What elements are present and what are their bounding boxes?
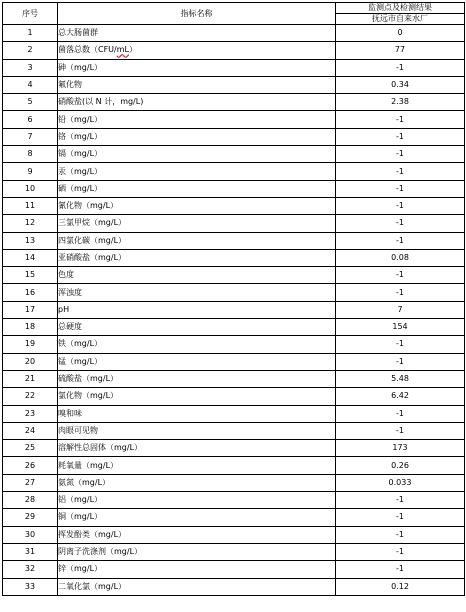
- row-indicator-name: 嗅和味: [58, 405, 336, 422]
- row-serial-no: 18: [3, 319, 58, 336]
- row-serial-no: 12: [3, 215, 58, 232]
- row-result-value: -1: [336, 180, 465, 197]
- table-row: [3, 422, 465, 439]
- row-indicator-name: 阴离子洗涤剂（mg/L）: [58, 543, 336, 560]
- row-indicator-name: 氨氮（mg/L）: [58, 474, 336, 491]
- row-serial-no: 29: [3, 509, 58, 526]
- table-row: [3, 543, 465, 560]
- water-quality-table: [2, 2, 465, 596]
- row-result-value: -1: [336, 59, 465, 76]
- row-result-value: -1: [336, 128, 465, 145]
- table-row: [3, 284, 465, 301]
- row-result-value: -1: [336, 111, 465, 128]
- row-indicator-name: pH: [58, 301, 336, 318]
- row-serial-no: 9: [3, 163, 58, 180]
- row-result-value: -1: [336, 543, 465, 560]
- table-row: [3, 301, 465, 318]
- row-indicator-name: 氯化物（mg/L）: [58, 388, 336, 405]
- row-serial-no: 5: [3, 94, 58, 111]
- row-indicator-name: 铬（mg/L）: [58, 128, 336, 145]
- row-serial-no: 21: [3, 370, 58, 387]
- row-serial-no: 10: [3, 180, 58, 197]
- row-serial-no: 17: [3, 301, 58, 318]
- row-result-value: 77: [336, 42, 465, 59]
- table-row: [3, 370, 465, 387]
- table-row: [3, 509, 465, 526]
- row-serial-no: 7: [3, 128, 58, 145]
- row-result-value: -1: [336, 267, 465, 284]
- table-row: [3, 457, 465, 474]
- row-indicator-name: 菌落总数（CFU/mL）: [58, 42, 336, 59]
- table-row: [3, 232, 465, 249]
- row-indicator-name: 四氯化碳（mg/L）: [58, 232, 336, 249]
- table-row: [3, 111, 465, 128]
- row-result-value: -1: [336, 509, 465, 526]
- row-serial-no: 27: [3, 474, 58, 491]
- row-indicator-name: 三氯甲烷（mg/L）: [58, 215, 336, 232]
- row-result-value: 0.033: [336, 474, 465, 491]
- row-indicator-name: 硫酸盐（mg/L）: [58, 370, 336, 387]
- row-serial-no: 15: [3, 267, 58, 284]
- row-serial-no: 3: [3, 59, 58, 76]
- table-row: [3, 25, 465, 42]
- row-indicator-name: 溶解性总固体（mg/L）: [58, 440, 336, 457]
- row-indicator-name: 耗氧量（mg/L）: [58, 457, 336, 474]
- row-serial-no: 16: [3, 284, 58, 301]
- table-row: [3, 267, 465, 284]
- row-serial-no: 8: [3, 146, 58, 163]
- row-indicator-name: 铜（mg/L）: [58, 509, 336, 526]
- table-row: [3, 180, 465, 197]
- table-row: [3, 215, 465, 232]
- row-result-value: -1: [336, 163, 465, 180]
- row-serial-no: 30: [3, 526, 58, 543]
- header-results: 监测点及检测结果: [336, 3, 465, 14]
- row-indicator-name: 氟化物: [58, 76, 336, 93]
- table-row: [3, 59, 465, 76]
- row-result-value: 7: [336, 301, 465, 318]
- row-indicator-name: 浑浊度: [58, 284, 336, 301]
- row-serial-no: 31: [3, 543, 58, 560]
- table-row: [3, 146, 465, 163]
- row-indicator-name: 总大肠菌群: [58, 25, 336, 42]
- row-result-value: 0.12: [336, 578, 465, 595]
- table-body: [3, 25, 465, 596]
- table-row: [3, 42, 465, 59]
- table-row: [3, 474, 465, 491]
- row-serial-no: 4: [3, 76, 58, 93]
- row-result-value: 154: [336, 319, 465, 336]
- row-serial-no: 23: [3, 405, 58, 422]
- row-result-value: -1: [336, 422, 465, 439]
- row-result-value: 0.34: [336, 76, 465, 93]
- row-indicator-name: 汞（mg/L）: [58, 163, 336, 180]
- row-result-value: 0.26: [336, 457, 465, 474]
- row-result-value: -1: [336, 146, 465, 163]
- row-result-value: -1: [336, 232, 465, 249]
- row-serial-no: 6: [3, 111, 58, 128]
- spellcheck-squiggle: mL: [116, 45, 129, 55]
- row-indicator-name: 砷（mg/L）: [58, 59, 336, 76]
- table-row: [3, 197, 465, 214]
- row-serial-no: 32: [3, 561, 58, 578]
- row-result-value: -1: [336, 197, 465, 214]
- row-result-value: 5.48: [336, 370, 465, 387]
- row-indicator-name: 挥发酚类（mg/L）: [58, 526, 336, 543]
- row-indicator-name: 镉（mg/L）: [58, 146, 336, 163]
- table-row: [3, 526, 465, 543]
- table-row: [3, 578, 465, 595]
- table-row: [3, 76, 465, 93]
- table-row: [3, 319, 465, 336]
- table-row: [3, 163, 465, 180]
- table-row: [3, 353, 465, 370]
- row-result-value: 173: [336, 440, 465, 457]
- row-result-value: -1: [336, 526, 465, 543]
- row-serial-no: 33: [3, 578, 58, 595]
- table-row: [3, 249, 465, 266]
- row-serial-no: 28: [3, 492, 58, 509]
- row-indicator-name: 色度: [58, 267, 336, 284]
- row-indicator-name: 铅（mg/L）: [58, 111, 336, 128]
- header-serial-no: 序号: [3, 3, 58, 25]
- row-indicator-name: 二氧化氯（mg/L）: [58, 578, 336, 595]
- row-result-value: 2.38: [336, 94, 465, 111]
- header-site: 抚远市自来水厂: [336, 14, 465, 25]
- row-indicator-name: 肉眼可见物: [58, 422, 336, 439]
- row-indicator-name: 铁（mg/L）: [58, 336, 336, 353]
- header-indicator-name: 指标名称: [58, 3, 336, 25]
- row-result-value: -1: [336, 492, 465, 509]
- table-row: [3, 336, 465, 353]
- row-serial-no: 22: [3, 388, 58, 405]
- table-row: [3, 388, 465, 405]
- row-result-value: 0: [336, 25, 465, 42]
- row-indicator-name: 锰（mg/L）: [58, 353, 336, 370]
- row-serial-no: 26: [3, 457, 58, 474]
- row-indicator-name: 亚硝酸盐（mg/L）: [58, 249, 336, 266]
- row-indicator-name: 硒（mg/L）: [58, 180, 336, 197]
- row-serial-no: 20: [3, 353, 58, 370]
- row-indicator-name: 铝（mg/L）: [58, 492, 336, 509]
- row-result-value: -1: [336, 336, 465, 353]
- row-result-value: -1: [336, 405, 465, 422]
- row-result-value: 6.42: [336, 388, 465, 405]
- row-serial-no: 14: [3, 249, 58, 266]
- row-serial-no: 25: [3, 440, 58, 457]
- row-result-value: 0.08: [336, 249, 465, 266]
- row-result-value: -1: [336, 561, 465, 578]
- row-indicator-name: 锌（mg/L）: [58, 561, 336, 578]
- row-indicator-name: 硝酸盐(以 N 计，mg/L): [58, 94, 336, 111]
- row-indicator-name: 总硬度: [58, 319, 336, 336]
- table-row: [3, 128, 465, 145]
- row-serial-no: 24: [3, 422, 58, 439]
- row-serial-no: 11: [3, 197, 58, 214]
- row-serial-no: 13: [3, 232, 58, 249]
- table-row: [3, 405, 465, 422]
- row-serial-no: 2: [3, 42, 58, 59]
- row-serial-no: 19: [3, 336, 58, 353]
- row-result-value: -1: [336, 353, 465, 370]
- table-row: [3, 492, 465, 509]
- row-result-value: -1: [336, 284, 465, 301]
- row-serial-no: 1: [3, 25, 58, 42]
- table-row: [3, 440, 465, 457]
- row-result-value: -1: [336, 215, 465, 232]
- table-row: [3, 94, 465, 111]
- row-indicator-name: 氰化物（mg/L）: [58, 197, 336, 214]
- table-row: [3, 561, 465, 578]
